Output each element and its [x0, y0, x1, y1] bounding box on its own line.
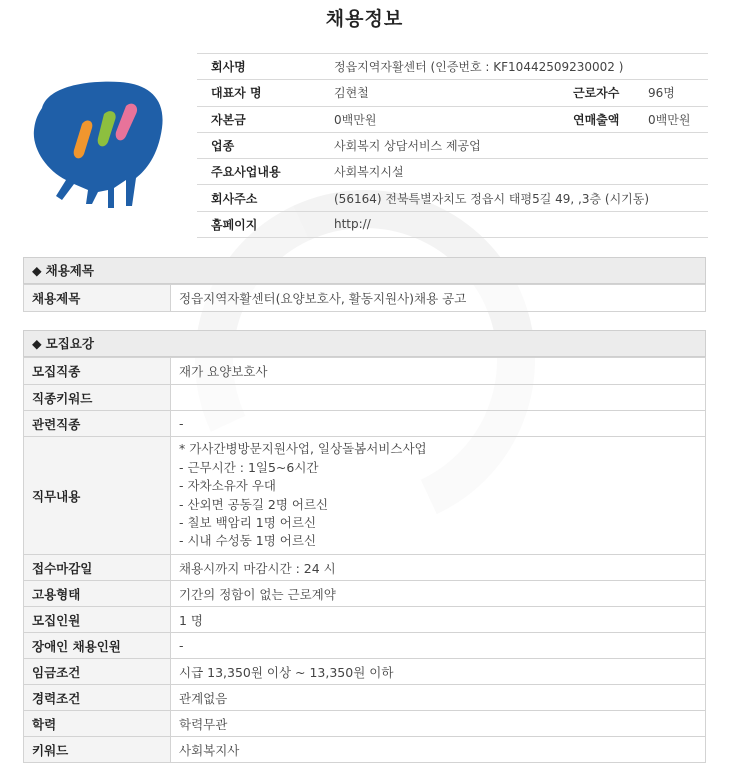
requirements-table [23, 357, 706, 763]
company-homepage-row [197, 211, 708, 237]
duties-line: - 자차소유자 우대 [179, 478, 276, 494]
education-value: 학력무관 [171, 711, 706, 737]
company-name-label: 회사명 [197, 54, 320, 80]
section-heading: 모집요강 [45, 336, 94, 351]
sales-label: 연매출액 [573, 106, 648, 132]
business-value: 사회복지시설 [320, 159, 708, 185]
recruit-title-table [23, 284, 706, 312]
employment-type-value: 기간의 정함이 없는 근로계약 [171, 581, 706, 607]
job-type-value: 재가 요양보호사 [171, 358, 706, 385]
page-title: 채용정보 [325, 8, 404, 30]
table-row [24, 607, 706, 633]
duties-line: - 칠보 백암리 1명 어르신 [179, 514, 317, 530]
ceo-value: 김현철 [320, 80, 573, 106]
table-row [24, 358, 706, 385]
duties-line: - 시내 수성동 1명 어르신 [179, 533, 317, 549]
table-row [24, 437, 706, 555]
duties-line: - 산외면 공동길 2명 어르신 [179, 496, 329, 512]
education-label: 학력 [24, 711, 171, 737]
address-label: 회사주소 [197, 185, 320, 211]
disabled-headcount-label: 장애인 채용인원 [24, 633, 171, 659]
table-row [24, 581, 706, 607]
keyword-label: 키워드 [24, 737, 171, 763]
sales-value: 0백만원 [648, 106, 708, 132]
table-row [24, 285, 706, 312]
business-label: 주요사업내용 [197, 159, 320, 185]
recruit-title-value: 정읍지역자활센터(요양보호사, 활동지원사)채용 공고 [171, 285, 706, 312]
disabled-headcount-value: - [171, 633, 706, 659]
job-keyword-label: 직종키워드 [24, 385, 171, 411]
headcount-label: 모집인원 [24, 607, 171, 633]
recruit-title-section-header [23, 257, 706, 284]
homepage-link[interactable]: http:// [320, 211, 708, 237]
related-job-value: - [171, 411, 706, 437]
table-row [24, 685, 706, 711]
table-row [24, 633, 706, 659]
industry-label: 업종 [197, 132, 320, 158]
diamond-bullet-icon: ◆ [32, 336, 42, 351]
company-business-row [197, 159, 708, 185]
capital-label: 자본금 [197, 106, 320, 132]
duties-line: * 가사간병방문지원사업, 일상돌봄서비스사업 [179, 441, 427, 457]
address-value: (56164) 전북특별자치도 정읍시 태평5길 49, ,3층 (시기동) [320, 185, 708, 211]
table-row [24, 385, 706, 411]
job-keyword-value [171, 385, 706, 411]
company-logo [28, 78, 170, 210]
table-row [24, 411, 706, 437]
requirements-section-header [23, 330, 706, 357]
headcount-value: 1 명 [171, 607, 706, 633]
table-row [24, 711, 706, 737]
deadline-label: 접수마감일 [24, 555, 171, 581]
company-name-row [197, 54, 708, 80]
diamond-bullet-icon: ◆ [32, 263, 42, 278]
section-heading: 채용제목 [45, 263, 94, 278]
wage-value: 시급 13,350원 이상 ~ 13,350원 이하 [171, 659, 706, 685]
ceo-label: 대표자 명 [197, 80, 320, 106]
workers-label: 근로자수 [573, 80, 648, 106]
company-name-value: 정읍지역자활센터 (인증번호 : KF10442509230002 ) [320, 54, 708, 80]
deadline-value: 채용시까지 마감시간 : 24 시 [171, 555, 706, 581]
job-type-label: 모집직종 [24, 358, 171, 385]
employment-type-label: 고용형태 [24, 581, 171, 607]
experience-value: 관계없음 [171, 685, 706, 711]
company-ceo-row [197, 80, 708, 106]
company-address-row [197, 185, 708, 211]
keyword-value: 사회복지사 [171, 737, 706, 763]
table-row [24, 737, 706, 763]
duties-value [171, 437, 706, 555]
recruit-title-label: 채용제목 [24, 285, 171, 312]
company-info-table [197, 53, 708, 238]
capital-value: 0백만원 [320, 106, 573, 132]
logo-blue-shape [34, 82, 163, 208]
company-industry-row [197, 132, 708, 158]
duties-label: 직무내용 [24, 437, 171, 555]
duties-line: - 근무시간 : 1일5~6시간 [179, 459, 319, 475]
workers-value: 96명 [648, 80, 708, 106]
related-job-label: 관련직종 [24, 411, 171, 437]
table-row [24, 555, 706, 581]
company-capital-row [197, 106, 708, 132]
homepage-label: 홈페이지 [197, 211, 320, 237]
experience-label: 경력조건 [24, 685, 171, 711]
industry-value: 사회복지 상담서비스 제공업 [320, 132, 708, 158]
table-row [24, 659, 706, 685]
wage-label: 임금조건 [24, 659, 171, 685]
